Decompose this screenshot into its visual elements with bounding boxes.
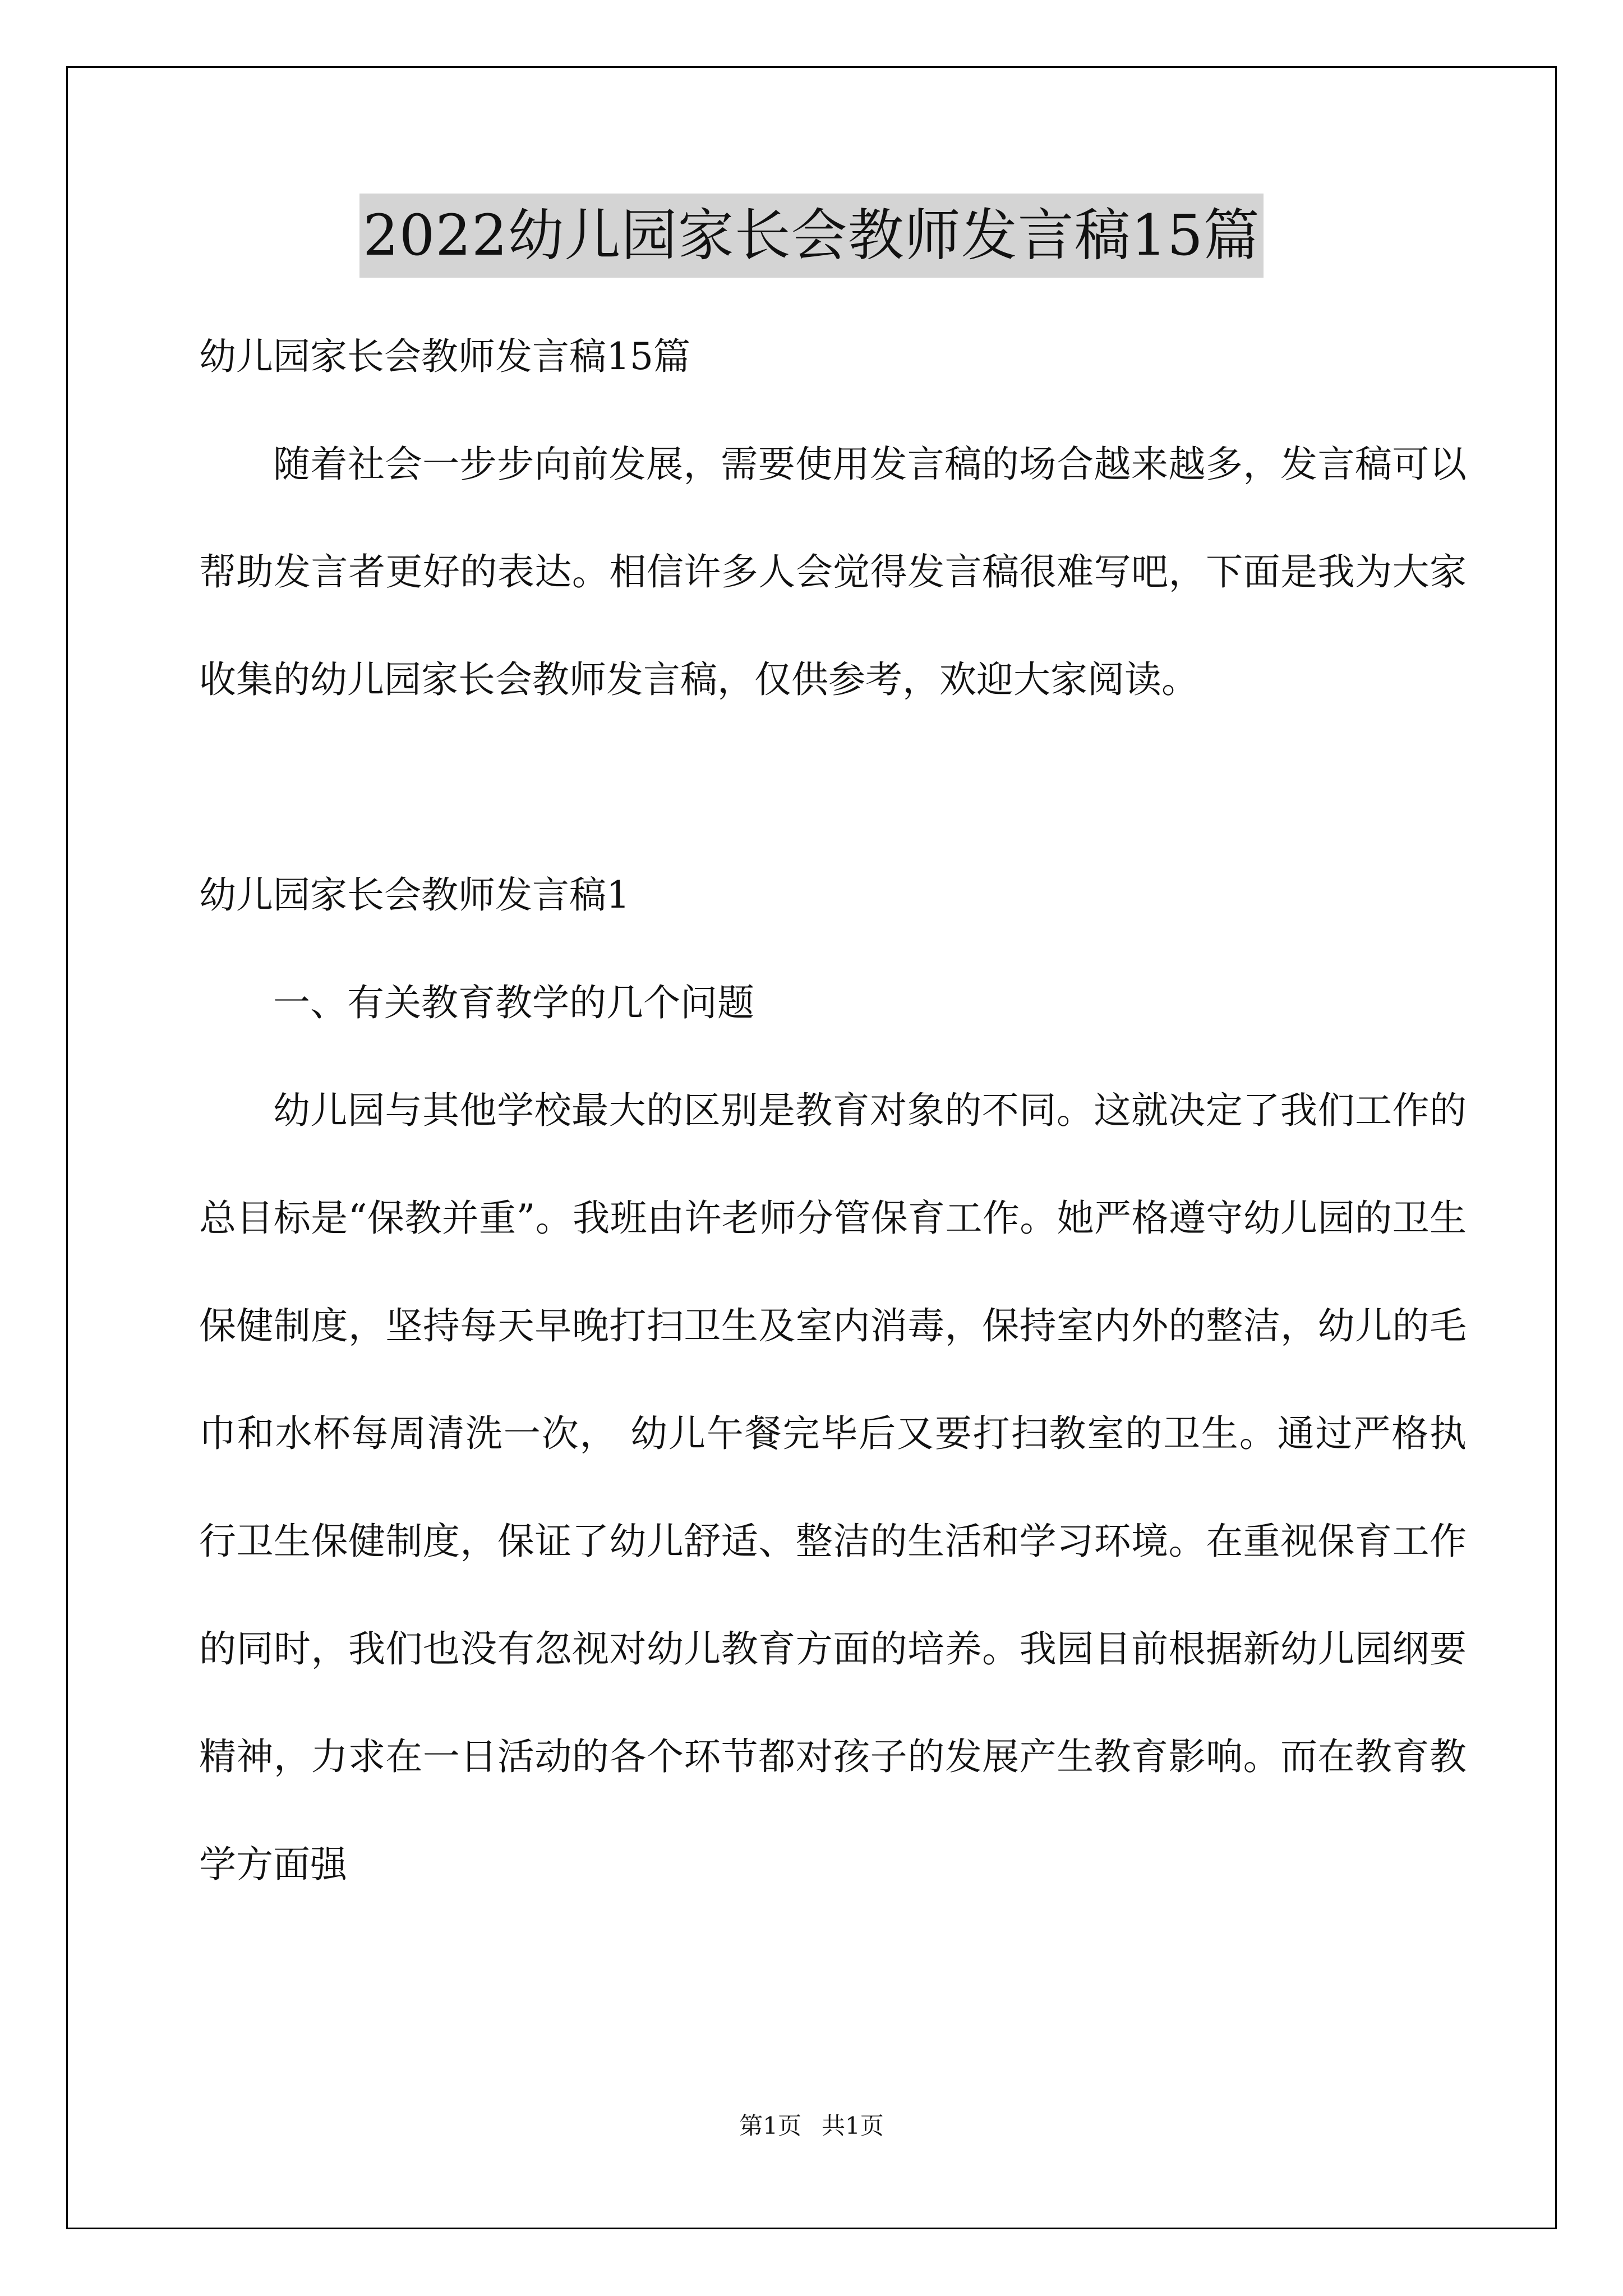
section-gap: [199, 734, 1467, 841]
intro-paragraph: 随着社会一步步向前发展，需要使用发言稿的场合越来越多，发言稿可以帮助发言者更好的表达。相信许多人会觉得发言稿很难写吧，下面是我为大家收集的幼儿园家长会教师发言稿，仅供参考，欢迎大家阅读。: [199, 443, 1467, 701]
document-subtitle: 幼儿园家长会教师发言稿15篇: [199, 335, 690, 378]
page-footer: [0, 2109, 1623, 2143]
document-title: 2022幼儿园家长会教师发言稿15篇: [359, 194, 1264, 278]
section-heading: 幼儿园家长会教师发言稿1: [199, 873, 630, 917]
page-total: 共1页: [822, 2112, 884, 2139]
section-subheading: 一、有关教育教学的几个问题: [273, 981, 754, 1024]
title-wrap: [0, 194, 1623, 278]
section-body-paragraph: 幼儿园与其他学校最大的区别是教育对象的不同。这就决定了我们工作的总目标是“保教并重”。我班由许老师分管保育工作。她严格遵守幼儿园的卫生保健制度，坚持每天早晚打扫卫生及室内消毒，保持室内外的整洁，幼儿的毛巾和水杯每周清洗一次， 幼儿午餐完毕后又要打扫教室的卫生。通过严格执行卫生保健制度，保证了幼儿舒适、整洁的生活和学习环境。在重视保育工作的同时，我们也没有忽视对幼儿教育方面的培养。我园目前根据新幼儿园纲要精神，力求在一日活动的各个环节都对孩子的发展产生教育影响。而在教育教学方面强: [199, 1089, 1467, 1886]
page-number: 第1页: [739, 2112, 801, 2139]
document-body: [199, 303, 1467, 1918]
